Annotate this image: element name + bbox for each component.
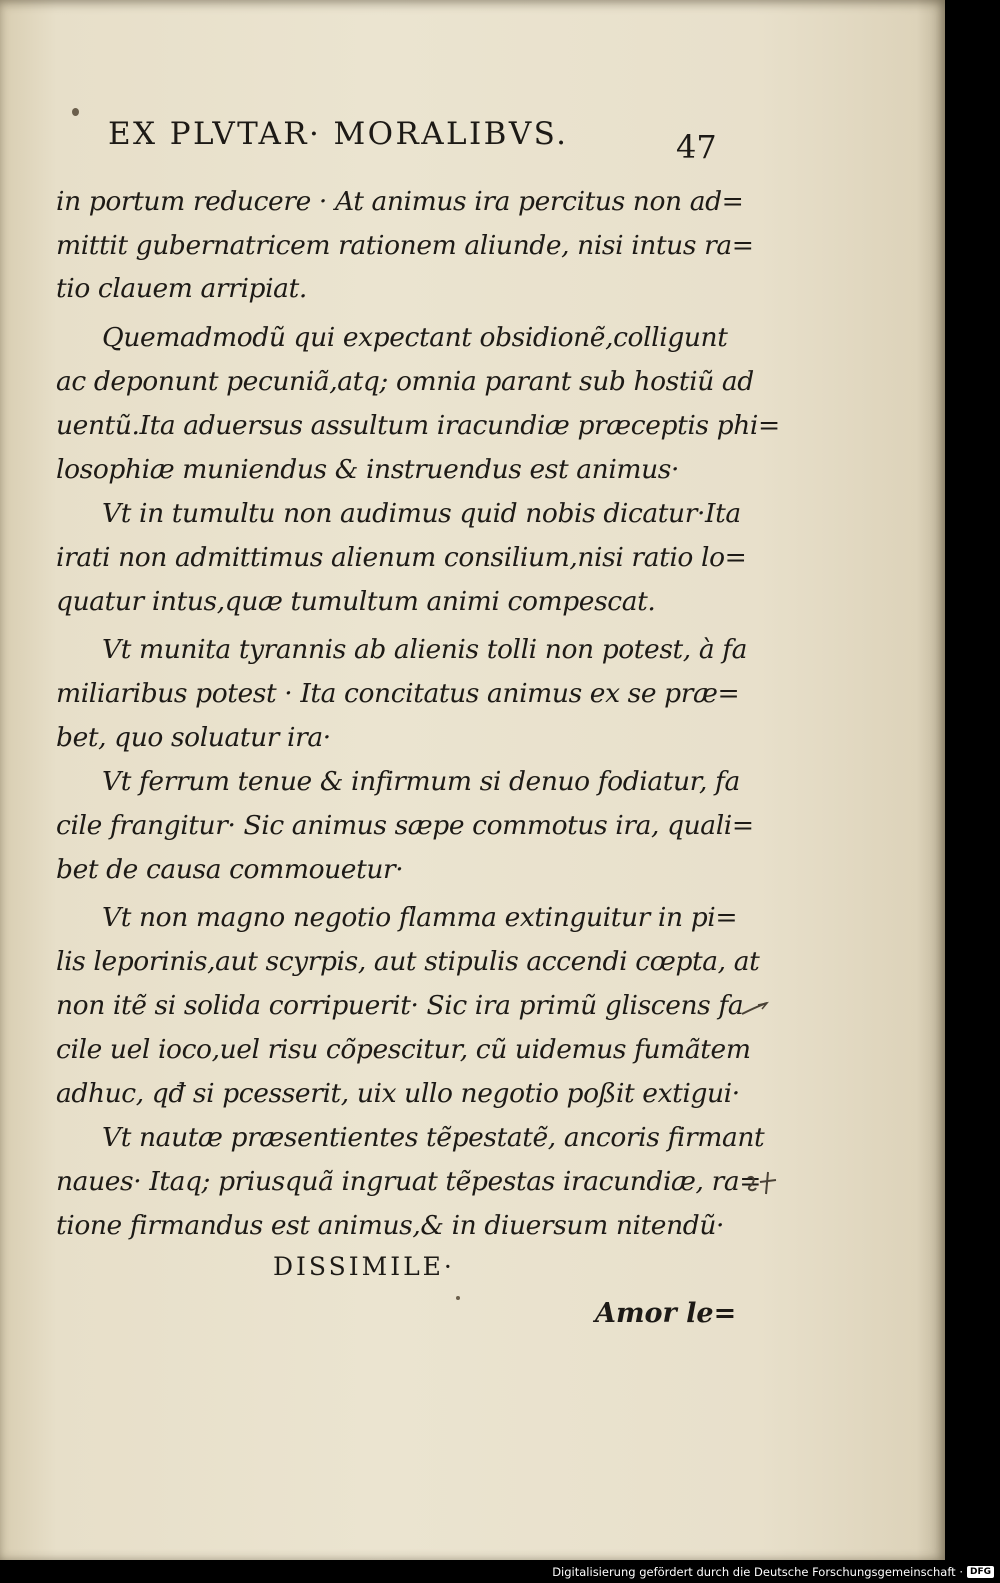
text-line: Quemadmodũ qui expectant obsidionẽ,colligunt [102, 322, 728, 353]
marginal-stroke-mark [740, 1000, 770, 1018]
text-line: non itẽ si solida corripuerit· Sic ira primũ gliscens fa [56, 990, 744, 1021]
dfg-logo: DFG [967, 1566, 994, 1578]
text-line: tio clauem arripiat. [56, 273, 307, 304]
text-line: losophiæ muniendus & instruendus est animus· [56, 454, 680, 485]
text-line: tione firmandus est animus,& in diuersum nitendũ· [56, 1210, 725, 1241]
credit-text: Digitalisierung gefördert durch die Deutsche Forschungsgemeinschaft · [552, 1565, 963, 1579]
ink-speck [456, 1296, 460, 1300]
text-line: bet, quo soluatur ira· [56, 722, 331, 753]
text-line: ac deponunt pecuniã,atq; omnia parant sub hostiũ ad [56, 366, 754, 397]
text-line: mittit gubernatricem rationem aliunde, nisi intus ra= [56, 230, 754, 261]
text-line: Vt munita tyrannis ab alienis tolli non potest, à fa [102, 634, 748, 665]
text-line: bet de causa commouetur· [56, 854, 404, 885]
digitization-credit [552, 1565, 994, 1579]
text-line: Vt non magno negotio flamma extinguitur in pi= [102, 902, 738, 933]
text-line: naues· Itaq; priusquã ingruat tẽpestas iracundiæ, ra= [56, 1166, 762, 1197]
text-line: in portum reducere · At animus ira percitus non ad= [56, 186, 744, 217]
section-heading: DISSIMILE· [273, 1252, 455, 1281]
page-number: 47 [676, 128, 717, 166]
text-line: Vt ferrum tenue & infirmum si denuo fodiatur, fa [102, 766, 740, 797]
text-line: quatur intus,quæ tumultum animi compescat. [56, 586, 656, 617]
marginal-annotation-mark [744, 1168, 784, 1198]
running-title: EX PLVTAR· MORALIBVS. [108, 116, 569, 152]
text-line: Vt in tumultu non audimus quid nobis dicatur·Ita [102, 498, 741, 529]
text-line: Vt nautæ præsentientes tẽpestatẽ, ancoris firmant [102, 1122, 765, 1153]
text-line: cile uel ioco,uel risu cõpescitur, cũ uidemus fumãtem [56, 1034, 751, 1065]
text-line: irati non admittimus alienum consilium,nisi ratio lo= [56, 542, 747, 573]
text-line: uentũ.Ita aduersus assultum iracundiæ præceptis phi= [56, 410, 780, 441]
text-line: adhuc, qđ si pcesserit, uix ullo negotio poßit extigui· [56, 1078, 740, 1109]
catchword: Amor le= [595, 1298, 737, 1329]
text-line: cile frangitur· Sic animus sæpe commotus ira, quali= [56, 810, 754, 841]
text-line: lis leporinis,aut scyrpis, aut stipulis accendi cœpta, at [56, 946, 760, 977]
ink-speck [72, 108, 79, 116]
text-line: miliaribus potest · Ita concitatus animus ex se præ= [56, 678, 740, 709]
